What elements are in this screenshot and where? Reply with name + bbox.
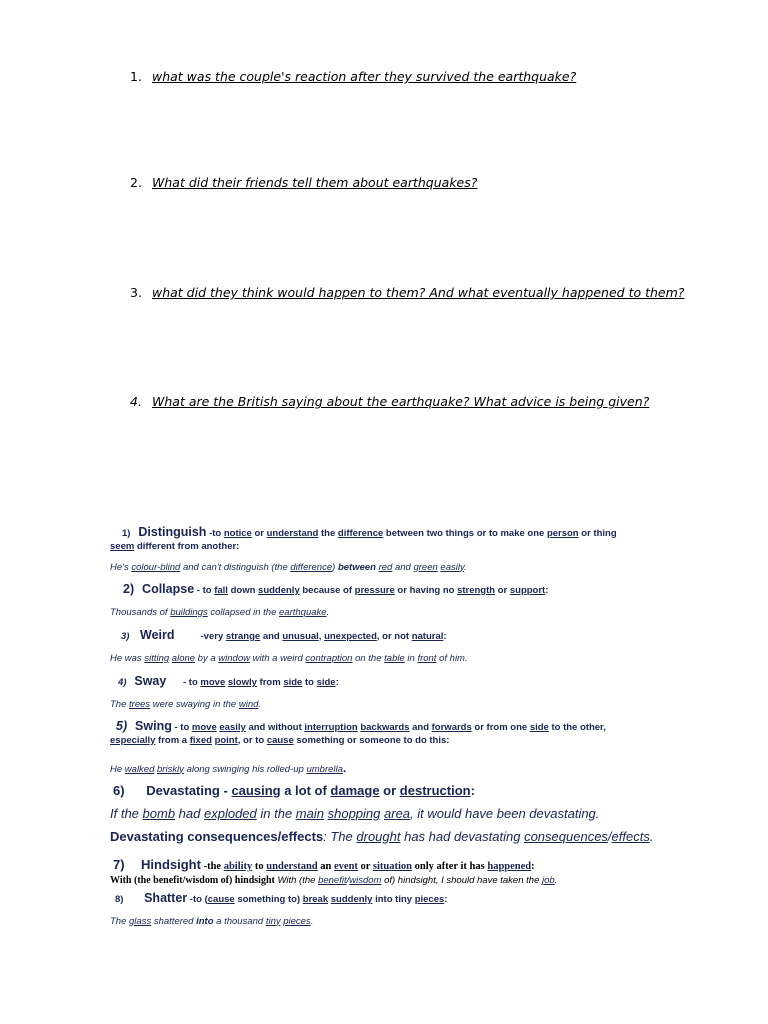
def-text: :: [470, 783, 475, 798]
def-text: or: [495, 585, 510, 596]
question-3: [130, 285, 684, 300]
example-sentence: [110, 607, 640, 619]
def-text: or: [379, 783, 400, 798]
entry-number: 6): [113, 783, 125, 798]
def-word[interactable]: pieces: [414, 894, 445, 905]
def-word[interactable]: cause: [266, 734, 294, 746]
entry-number: 8): [115, 894, 124, 905]
def-word[interactable]: ability: [223, 861, 253, 872]
question-2: [130, 175, 477, 190]
ex-text: shattered: [151, 915, 197, 927]
def-word[interactable]: damage: [330, 783, 380, 798]
def-text: :: [444, 894, 448, 905]
ex-text: and can't distinguish (the: [180, 561, 291, 573]
ex-word[interactable]: job: [542, 875, 555, 886]
def-word[interactable]: understand: [266, 861, 318, 872]
entry-dash: -very: [200, 631, 226, 642]
def-word[interactable]: side: [529, 722, 549, 733]
def-word[interactable]: suddenly: [258, 585, 300, 596]
def-word[interactable]: difference: [337, 528, 384, 539]
ex-word[interactable]: tiny: [265, 915, 281, 927]
ex-word[interactable]: benefit: [318, 875, 347, 886]
ex-text: , it would have been devastating.: [410, 806, 600, 822]
ex-text: : The: [323, 828, 357, 844]
def-word[interactable]: notice: [223, 528, 252, 539]
def-text: , or not: [376, 631, 412, 642]
def-text: or: [357, 861, 373, 872]
question-text: What did their friends tell them about earthquakes?: [152, 175, 478, 190]
def-word[interactable]: interruption: [304, 722, 358, 733]
def-text: :: [335, 677, 339, 688]
ex-text: .: [258, 698, 262, 710]
def-word[interactable]: move: [200, 677, 226, 688]
ex-word[interactable]: consequences: [524, 828, 608, 844]
ex-word[interactable]: red: [378, 561, 393, 573]
ex-text: .: [326, 606, 330, 618]
def-text: or thing: [578, 528, 617, 539]
def-text: :: [443, 631, 447, 642]
entry-number: 3): [121, 631, 130, 642]
def-text: ,: [318, 631, 325, 642]
ex-text: He was: [110, 652, 145, 664]
def-word[interactable]: forwards: [431, 722, 472, 733]
def-text: and: [409, 722, 432, 733]
def-word[interactable]: especially: [110, 734, 156, 746]
ex-word[interactable]: sitting: [144, 652, 170, 664]
ex-text: in: [404, 652, 418, 664]
entry-word: Hindsight: [141, 857, 201, 872]
entry-number: 2): [123, 582, 135, 596]
ex-text: .: [464, 561, 467, 573]
vocab-entry-distinguish: [110, 525, 640, 573]
ex-word[interactable]: main: [295, 806, 324, 822]
def-text: into tiny: [372, 894, 415, 905]
def-text: to: [252, 861, 267, 872]
example-sentence: [110, 562, 640, 574]
ex-word[interactable]: glass: [129, 915, 152, 927]
def-word[interactable]: point: [214, 734, 238, 746]
ex-word[interactable]: bomb: [142, 806, 176, 822]
def-word[interactable]: support: [509, 585, 546, 596]
vocab-entry-swing: [110, 719, 640, 776]
ex-word[interactable]: earthquake: [279, 606, 327, 618]
ex-word[interactable]: alone: [171, 652, 196, 664]
def-word[interactable]: unexpected: [324, 631, 377, 642]
def-word[interactable]: strange: [225, 631, 261, 642]
def-word[interactable]: side: [316, 677, 336, 688]
example-sentence: [110, 761, 640, 776]
question-text: What are the British saying about the earthquake? What advice is being given?: [152, 394, 650, 409]
entry-word: Distinguish: [138, 525, 207, 539]
ex-text: has had devastating: [400, 828, 525, 844]
def-word[interactable]: fall: [214, 585, 228, 596]
ex-text: The: [110, 698, 130, 710]
def-text: , or to: [237, 734, 267, 746]
ex-text: He's: [110, 561, 132, 573]
ex-word[interactable]: drought: [356, 828, 401, 844]
def-word[interactable]: person: [546, 528, 579, 539]
vocab-entry-devastating: [110, 783, 670, 845]
ex-word[interactable]: walked: [124, 763, 155, 775]
def-text: and without: [245, 722, 305, 733]
def-text: or: [251, 528, 267, 539]
ex-text: If the: [110, 806, 143, 822]
vocab-entry-weird: [110, 628, 640, 665]
def-word[interactable]: slowly: [227, 677, 257, 688]
entry-word: Weird: [140, 628, 175, 642]
def-text: because of: [299, 585, 355, 596]
collocation-label: With (the benefit/wisdom of) hindsight: [110, 875, 275, 886]
def-word[interactable]: break: [302, 894, 329, 905]
vocab-entry-sway: [110, 674, 640, 711]
ex-text: With (the: [274, 875, 319, 886]
ex-text: had: [175, 806, 204, 822]
def-word[interactable]: event: [334, 861, 358, 872]
ex-word[interactable]: wind: [238, 698, 259, 710]
def-word[interactable]: backwards: [360, 722, 410, 733]
ex-text: and: [392, 561, 414, 573]
entry-dash: - to: [194, 585, 215, 596]
def-text: :: [531, 861, 535, 872]
def-text: something to): [234, 894, 303, 905]
ex-word[interactable]: front: [417, 652, 437, 664]
def-text: :: [545, 585, 549, 596]
def-text: an: [317, 861, 334, 872]
ex-word[interactable]: wisdom: [349, 875, 382, 886]
def-word[interactable]: destruction: [399, 783, 471, 798]
example-sentence: [110, 653, 640, 665]
ex-text: ): [332, 561, 338, 573]
def-word[interactable]: natural: [411, 631, 444, 642]
def-text: to: [302, 677, 317, 688]
def-text: different from another:: [134, 540, 240, 552]
ex-word[interactable]: effects: [611, 828, 650, 844]
ex-text: .: [649, 828, 654, 844]
ex-text: of) hindsight, I should have taken the: [381, 875, 542, 886]
vocab-entry-shatter: [110, 891, 640, 928]
def-word[interactable]: fixed: [189, 734, 212, 746]
def-text: from a: [155, 734, 190, 746]
def-text: from: [256, 677, 284, 688]
ex-text: on the: [352, 652, 385, 664]
def-text: a lot of: [280, 783, 331, 798]
entry-dash: - to: [171, 722, 192, 733]
ex-word[interactable]: trees: [129, 698, 151, 710]
def-text: only after it has: [412, 861, 488, 872]
ex-word[interactable]: window: [218, 652, 250, 664]
example-sentence: [110, 699, 640, 711]
ex-word[interactable]: briskly: [157, 763, 184, 775]
example-sentence: [110, 916, 640, 928]
ex-text: a thousand: [213, 915, 266, 927]
ex-word[interactable]: contraption: [305, 652, 353, 664]
entry-number: 1): [122, 528, 131, 539]
def-text: to the other,: [548, 722, 606, 733]
entry-number: 4): [118, 677, 127, 688]
entry-dash: -: [219, 783, 232, 798]
entry-word: Swing: [135, 719, 172, 733]
ex-text: He: [110, 763, 125, 775]
ex-word[interactable]: area: [384, 806, 411, 822]
def-text: and: [260, 631, 283, 642]
ex-word[interactable]: pieces: [283, 915, 311, 927]
ex-text: with a weird: [249, 652, 306, 664]
entry-number: 7): [113, 857, 125, 872]
ex-word[interactable]: umbrella: [306, 763, 343, 775]
question-1: [130, 69, 576, 84]
def-text: the: [318, 528, 338, 539]
ex-word[interactable]: green: [413, 561, 438, 573]
collocation-label: Devastating consequences/effects: [110, 828, 324, 844]
question-text: what did they think would happen to them? And what eventually happened to them?: [152, 285, 685, 300]
ex-bold: into: [196, 915, 214, 927]
def-word[interactable]: happened: [487, 861, 532, 872]
def-word[interactable]: situation: [372, 861, 412, 872]
entry-dash: -the: [200, 861, 224, 872]
entry-word: Devastating: [146, 783, 220, 798]
def-word[interactable]: easily: [219, 722, 246, 733]
entry-word: Collapse: [142, 582, 195, 596]
ex-text: /: [346, 875, 350, 886]
ex-text: of him.: [436, 652, 468, 664]
example-sentence: [110, 875, 670, 888]
example-sentence: [110, 806, 670, 822]
def-text: down: [227, 585, 259, 596]
def-word[interactable]: move: [191, 722, 217, 733]
ex-text: .: [310, 915, 314, 927]
def-word[interactable]: side: [283, 677, 303, 688]
ex-text: The: [110, 915, 130, 927]
question-text: what was the couple's reaction after they survived the earthquake?: [152, 69, 577, 84]
entry-word: Sway: [134, 674, 167, 688]
ex-word[interactable]: easily: [440, 561, 465, 573]
question-number: 3.: [130, 285, 142, 300]
ex-text: Thousands of: [110, 606, 171, 618]
vocab-entry-collapse: [110, 582, 640, 619]
ex-text: .: [342, 760, 347, 775]
ex-word[interactable]: colour-blind: [131, 561, 181, 573]
ex-bold: between: [337, 561, 376, 573]
ex-text: in the: [256, 806, 296, 822]
vocab-entry-hindsight: [110, 855, 670, 888]
def-word[interactable]: cause: [207, 894, 235, 905]
ex-text: /: [607, 828, 612, 844]
ex-text: collapsed in the: [207, 606, 280, 618]
def-text: or from one: [471, 722, 530, 733]
ex-text: along swinging his rolled-up: [183, 763, 307, 775]
def-word[interactable]: understand: [266, 528, 319, 539]
example-sentence-2: [110, 829, 670, 845]
ex-word[interactable]: shopping: [327, 806, 381, 822]
ex-text: by a: [195, 652, 219, 664]
entry-dash: -to (: [187, 894, 208, 905]
question-4: [130, 394, 649, 409]
entry-dash: -to: [206, 528, 224, 539]
question-number: 1.: [130, 69, 142, 84]
question-number: 2.: [130, 175, 142, 190]
ex-text: .: [554, 875, 558, 886]
ex-text: were swaying in the: [150, 698, 239, 710]
question-number: 4.: [130, 394, 142, 409]
ex-word[interactable]: exploded: [203, 806, 257, 822]
ex-word[interactable]: difference: [290, 561, 333, 573]
def-word[interactable]: pressure: [354, 585, 395, 596]
entry-word: Shatter: [144, 891, 188, 905]
ex-word[interactable]: buildings: [170, 606, 208, 618]
def-word[interactable]: unusual: [282, 631, 319, 642]
entry-number: 5): [116, 719, 128, 733]
def-word[interactable]: strength: [457, 585, 496, 596]
entry-dash: - to: [180, 677, 201, 688]
def-word[interactable]: causing: [231, 783, 281, 798]
def-text: or having no: [394, 585, 458, 596]
def-text: between two things or to make one: [383, 528, 547, 539]
def-word[interactable]: seem: [110, 540, 135, 552]
def-text: something or someone to do this:: [293, 734, 450, 746]
def-word[interactable]: suddenly: [330, 894, 373, 905]
ex-word[interactable]: table: [384, 652, 405, 664]
